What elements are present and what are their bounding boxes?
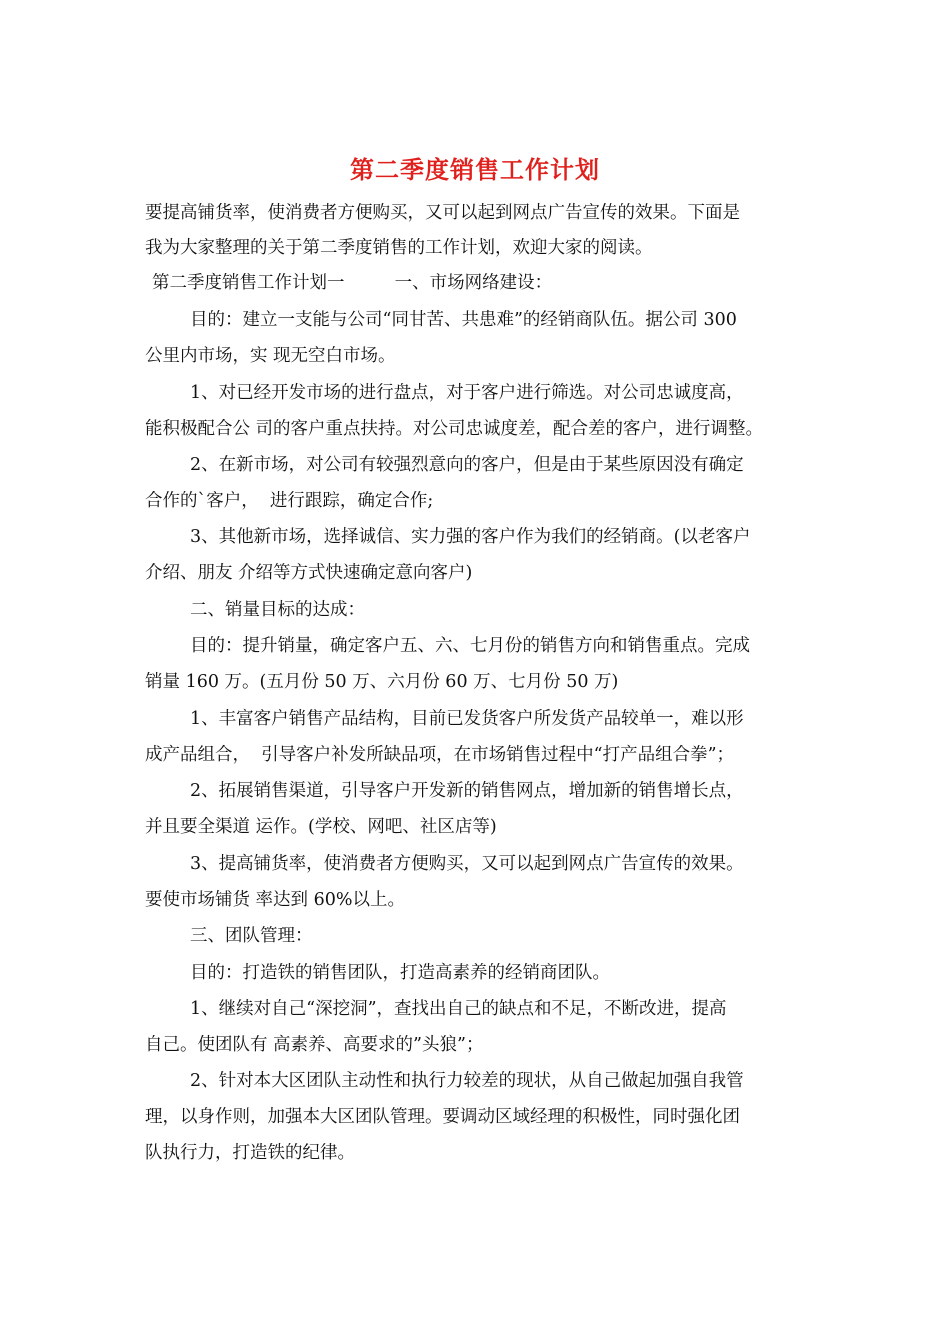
text-line: 合作的`客户， 进行跟踪，确定合作; — [145, 491, 434, 511]
text-line: 我为大家整理的关于第二季度销售的工作计划，欢迎大家的阅读。 — [145, 238, 653, 258]
text-line: 目的：建立一支能与公司“同甘苦、共患难”的经销商队伍。据公司 300 — [190, 310, 737, 330]
text-line: 2、拓展销售渠道，引导客户开发新的销售网点，增加新的销售增长点， — [190, 781, 744, 801]
text-line: 1、对已经开发市场的进行盘点，对于客户进行筛选。对公司忠诚度高， — [190, 383, 744, 403]
text-line: 并且要全渠道 运作。(学校、网吧、社区店等) — [145, 817, 497, 837]
text-line: 公里内市场，实 现无空白市场。 — [145, 346, 396, 366]
section-heading: 三、团队管理： — [190, 926, 313, 946]
text-line: 要使市场铺货 率达到 60%以上。 — [145, 890, 406, 910]
text-line: 3、提高铺货率，使消费者方便购买，又可以起到网点广告宣传的效果。 — [190, 854, 744, 874]
text-line: 2、在新市场，对公司有较强烈意向的客户，但是由于某些原因没有确定 — [190, 455, 744, 475]
section-heading: 二、销量目标的达成： — [190, 600, 365, 620]
section-heading: 第二季度销售工作计划一 一、市场网络建设： — [152, 273, 553, 293]
text-line: 目的：打造铁的销售团队，打造高素养的经销商团队。 — [190, 963, 610, 983]
text-line: 成产品组合， 引导客户补发所缺品项，在市场销售过程中“打产品组合拳”； — [145, 745, 735, 765]
text-line: 理，以身作则，加强本大区团队管理。要调动区域经理的积极性，同时强化团 — [145, 1107, 740, 1127]
text-line: 目的：提升销量，确定客户五、六、七月份的销售方向和销售重点。完成 — [190, 636, 750, 656]
text-line: 自己。使团队有 高素养、高要求的”头狼”； — [145, 1035, 484, 1055]
text-line: 2、针对本大区团队主动性和执行力较差的现状，从自己做起加强自我管 — [190, 1071, 744, 1091]
text-line: 1、继续对自己“深挖洞”，查找出自己的缺点和不足，不断改进，提高 — [190, 999, 727, 1019]
text-line: 队执行力，打造铁的纪律。 — [145, 1143, 355, 1163]
text-line: 能积极配合公 司的客户重点扶持。对公司忠诚度差，配合差的客户，进行调整。 — [145, 419, 764, 439]
text-line: 介绍、朋友 介绍等方式快速确定意向客户) — [145, 563, 473, 583]
document-title: 第二季度销售工作计划 — [350, 155, 600, 184]
text-line: 要提高铺货率，使消费者方便购买，又可以起到网点广告宣传的效果。下面是 — [145, 203, 740, 223]
text-line: 销量 160 万。(五月份 50 万、六月份 60 万、七月份 50 万) — [145, 672, 619, 692]
text-line: 1、丰富客户销售产品结构，目前已发货客户所发货产品较单一，难以形 — [190, 709, 744, 729]
text-line: 3、其他新市场，选择诚信、实力强的客户作为我们的经销商。(以老客户 — [190, 527, 751, 547]
